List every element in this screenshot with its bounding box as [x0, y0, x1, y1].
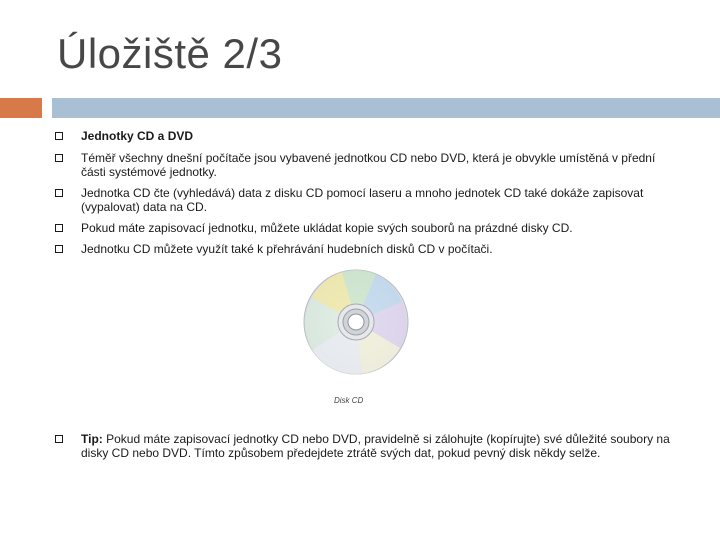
- cd-disc-icon: [302, 268, 410, 376]
- bullet-square-icon: [55, 435, 63, 443]
- image-caption: Disk CD: [334, 396, 364, 405]
- bullet-square-icon: [55, 224, 63, 232]
- bullet-square-icon: [55, 189, 63, 197]
- cd-disc-image: [302, 268, 410, 376]
- bullet-text: Pokud máte zapisovací jednotku, můžete ukládat kopie svých souborů na prázdné disky CD.: [81, 221, 573, 235]
- slide-title: Úložiště 2/3: [57, 30, 283, 77]
- tip-label: Tip:: [81, 432, 103, 446]
- bullet-text: Téměř všechny dnešní počítače jsou vybavené jednotkou CD nebo DVD, která je obvykle umístěná v přední části systémové jednotky.: [81, 151, 656, 179]
- bullet-text: Jednotku CD můžete využít také k přehrávání hudebních disků CD v počítači.: [81, 242, 493, 256]
- bullet-square-icon: [55, 245, 63, 253]
- tip-text: [81, 432, 681, 460]
- bullet-square-icon: [55, 132, 63, 140]
- bullet-text: Jednotky CD a DVD: [81, 129, 194, 143]
- bullet-square-icon: [55, 154, 63, 162]
- tip-body: Pokud máte zapisovací jednotky CD nebo DVD, pravidelně si zálohujte (kopírujte) své důležité soubory na disky CD nebo DVD. Tímto způsobem předejdete ztrátě svých dat, pokud pevný disk někdy selže.: [81, 432, 670, 460]
- bullet-text: Jednotka CD čte (vyhledává) data z disku CD pomocí laseru a mnoho jednotek CD také dokáže zapisovat (vypalovat) data na CD.: [81, 186, 644, 214]
